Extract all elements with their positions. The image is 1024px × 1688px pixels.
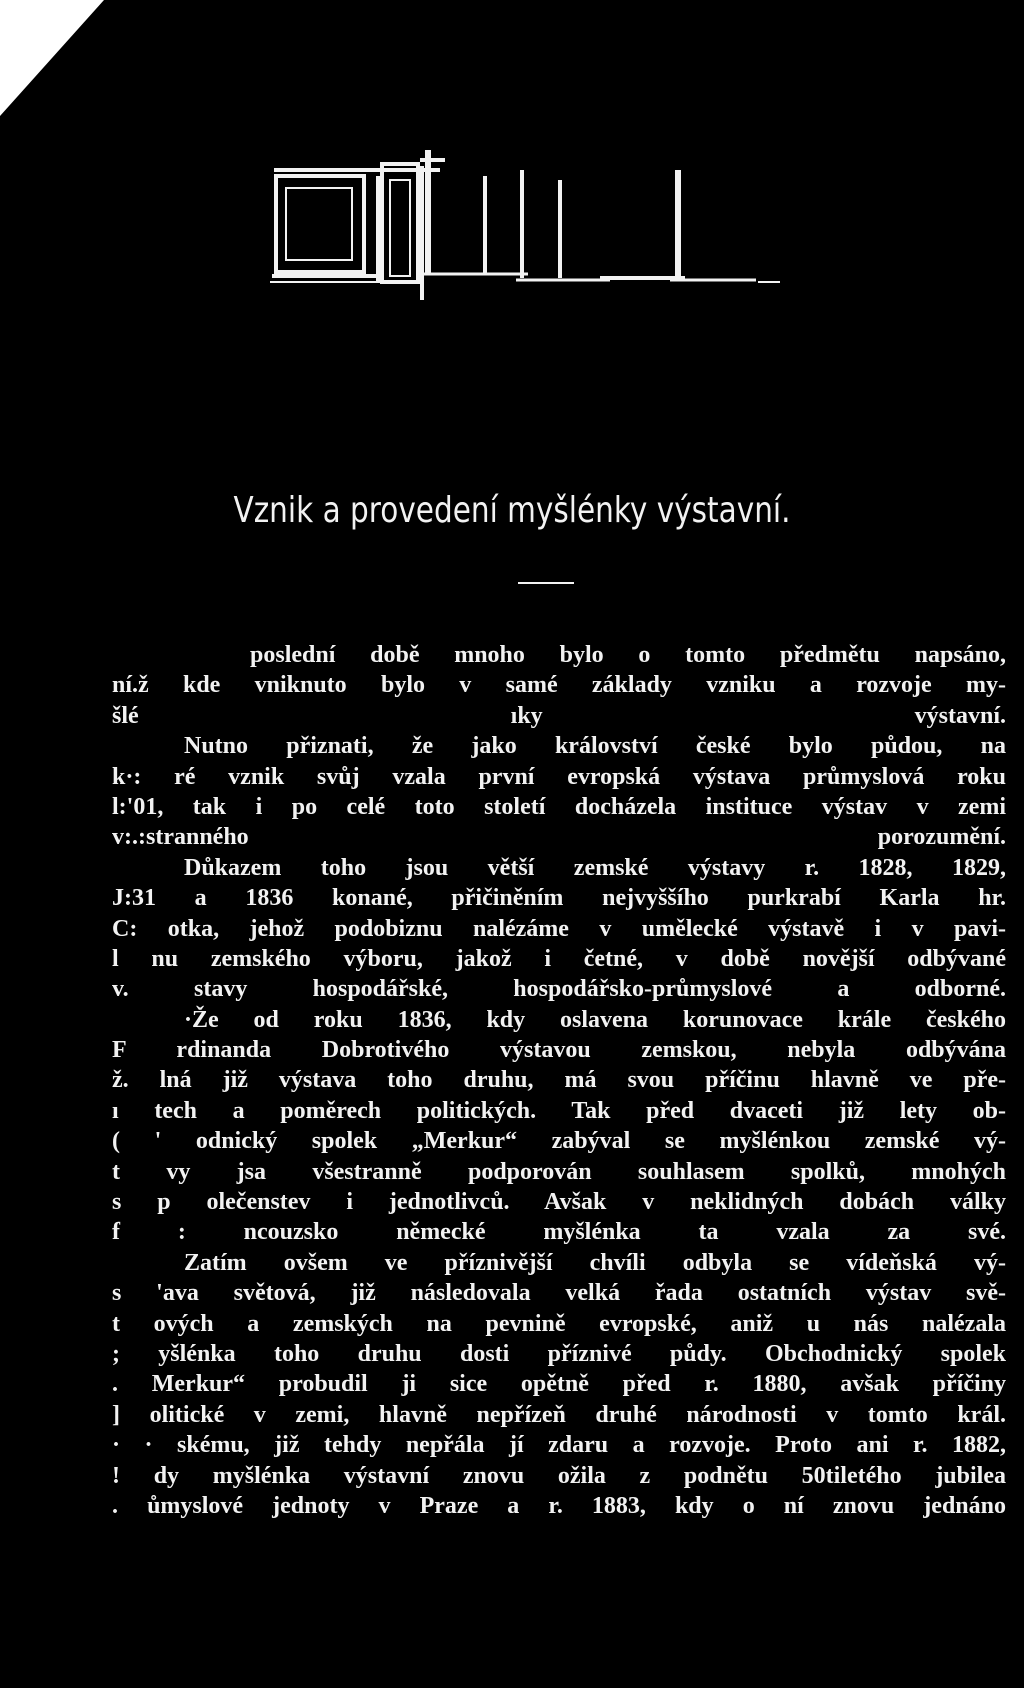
text-line: ] olitické v zemi, hlavně nepřízeň druhé národnosti v tomto král. [112,1401,1006,1428]
text-line: Nutno přiznati, že jako království české bylo půdou, na [184,733,1006,760]
text-line: v:.:stranného porozumění. [112,824,1006,851]
text-line: l:'01, tak i po celé toto století docházela instituce výstav v zemi [112,793,1006,820]
text-line: t ových a zemských na pevnině evropské, aniž u nás nalézala [112,1310,1006,1337]
text-line: šlé ıky výstavní. [112,702,1006,729]
text-line: Zatím ovšem ve příznivější chvíli odbyla se vídeňská vý- [184,1249,1006,1276]
text-line: f : ncouzsko německé myšlénka ta vzala za své. [112,1219,1006,1246]
text-line: ; yšlénka toho druhu dosti příznivé půdy. Obchodnický spolek [112,1340,1006,1367]
text-line: poslední době mnoho bylo o tomto předmětu napsáno, [250,642,1006,668]
chapter-title: Vznik a provedení myšlénky výstavní. [233,490,791,531]
text-line: J:31 a 1836 konané, přičiněním nejvyššího purkrabí Karla hr. [112,885,1006,912]
text-line: Důkazem toho jsou větší zemské výstavy r. 1828, 1829, [184,854,1006,881]
text-line: ( ' odnický spolek „Merkur“ zabýval se myšlénkou zemské vý- [112,1128,1006,1155]
body-text [112,640,1006,1521]
text-line: ní.ž kde vniknuto bylo v samé základy vzniku a rozvoje my- [112,672,1006,699]
text-line: ! dy myšlénka výstavní znovu ožila z podnětu 50tiletého jubilea [112,1462,1006,1489]
text-line: · · skému, již tehdy nepřála jí zdaru a rozvoje. Proto ani r. 1882, [112,1432,1006,1459]
text-line: . Merkur“ probudil ji sice opětně před r. 1880, avšak příčiny [112,1371,1006,1398]
text-line: C: otka, jehož podobiznu nalézáme v umělecké výstavě i v pavi- [112,915,1006,942]
ornament-illustration [270,150,790,310]
text-line: s p olečenstev i jednotlivců. Avšak v neklidných dobách války [112,1189,1006,1216]
text-line: v. stavy hospodářské, hospodářsko-průmyslové a odborné. [112,976,1006,1003]
text-line: F rdinanda Dobrotivého výstavou zemskou, nebyla odbývána [112,1037,1006,1064]
text-line: t vy jsa všestranně podporován souhlasem spolků, mnohých [112,1158,1006,1185]
text-line: ı tech a poměrech politických. Tak před dvaceti již lety ob- [112,1097,1006,1124]
text-line: ·Že od roku 1836, kdy oslavena korunovace krále českého [184,1006,1006,1033]
text-line: ž. lná již výstava toho druhu, má svou příčinu hlavně ve pře- [112,1067,1006,1094]
text-line: l nu zemského výboru, jakož i četné, v době novější odbývané [112,945,1006,972]
text-line: k·: ré vznik svůj vzala první evropská výstava průmyslová roku [112,763,1006,790]
text-line: s 'ava světová, již následovala velká řada ostatních výstav svě- [112,1280,1006,1307]
title-divider [518,582,574,584]
page-corner-fold [0,0,104,116]
text-line: . ůmyslové jednoty v Praze a r. 1883, kdy o ní znovu jednáno [112,1492,1006,1519]
